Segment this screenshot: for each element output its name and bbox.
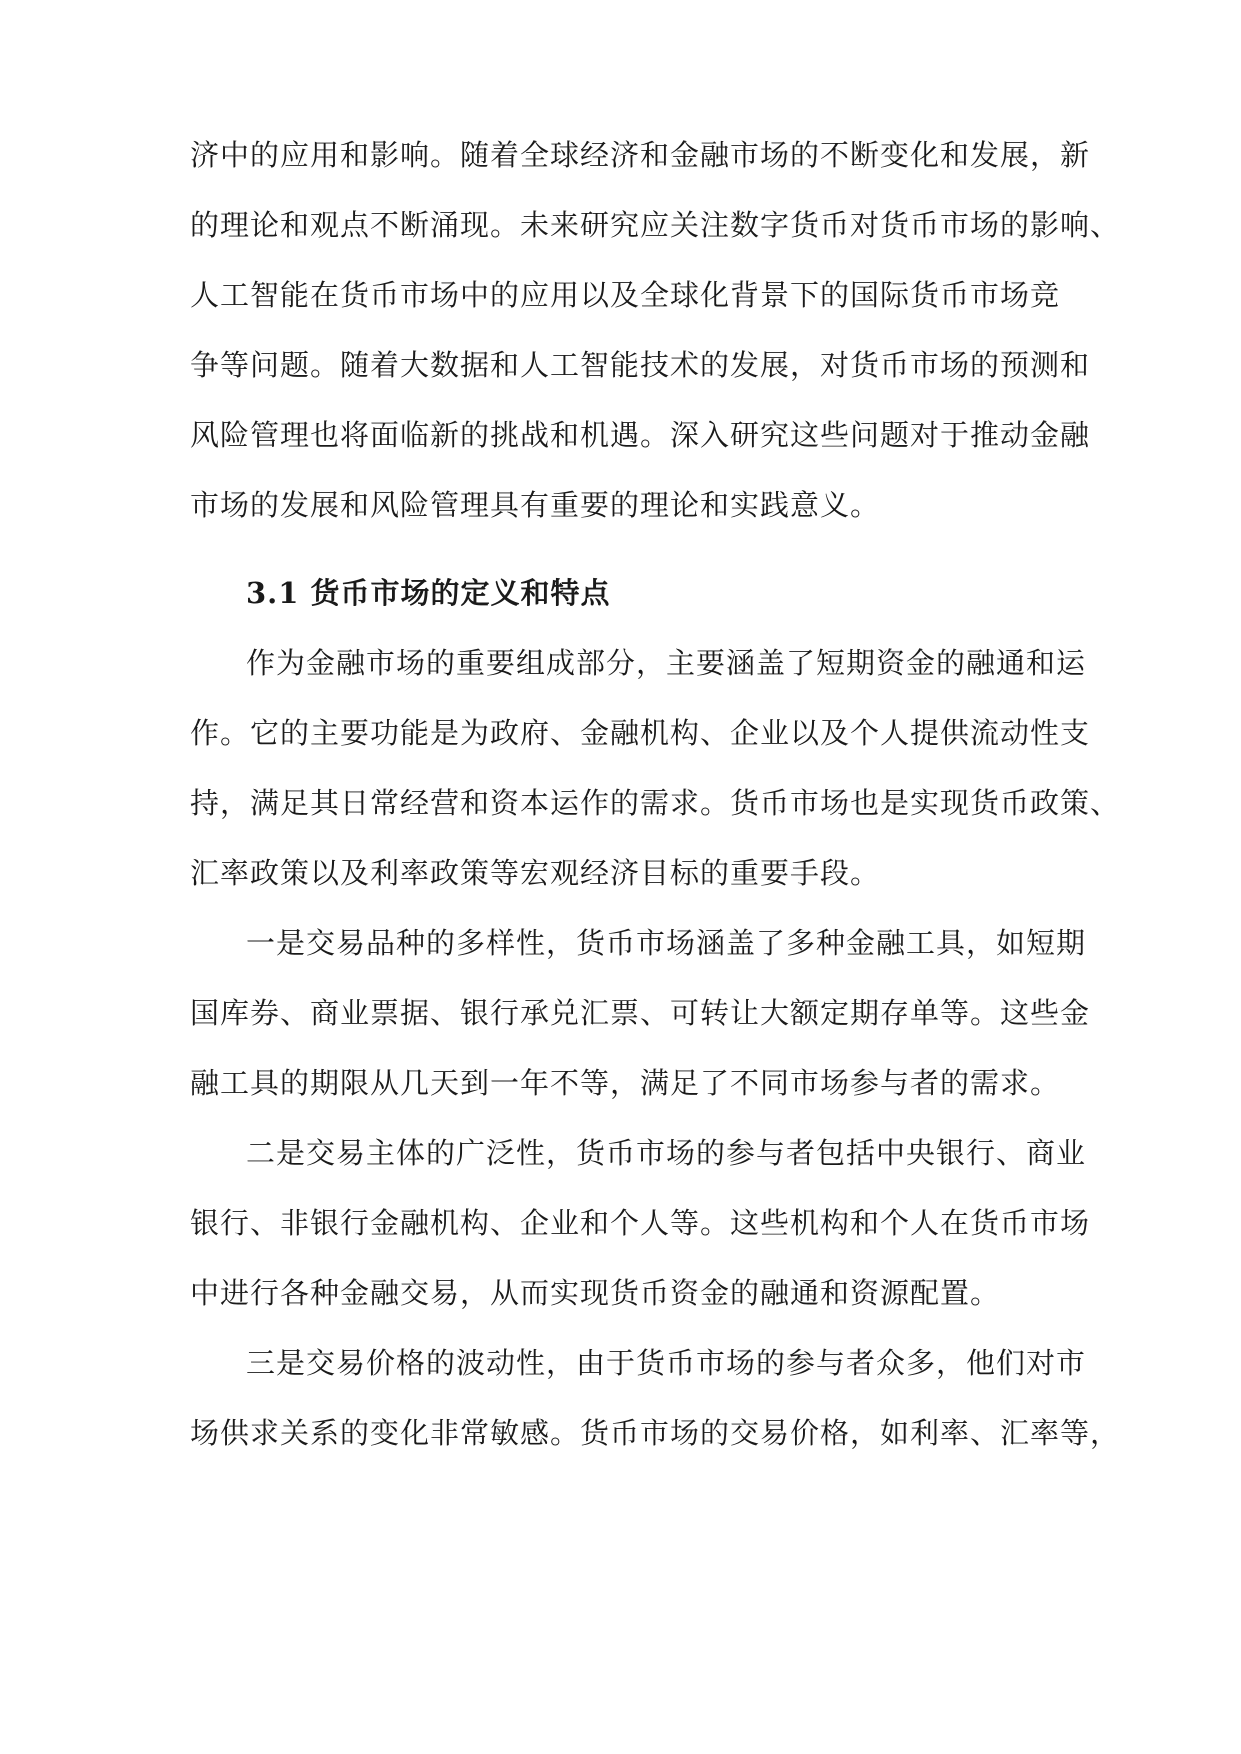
- text-line: 人工智能在货币市场中的应用以及全球化背景下的国际货币市场竞: [190, 278, 1061, 312]
- text-line: 济中的应用和影响。随着全球经济和金融市场的不断变化和发展，新: [190, 138, 1091, 172]
- text-line: 风险管理也将面临新的挑战和机遇。深入研究这些问题对于推动金融: [190, 418, 1091, 452]
- text-line: 汇率政策以及利率政策等宏观经济目标的重要手段。: [190, 856, 881, 890]
- text-line: 国库券、商业票据、银行承兑汇票、可转让大额定期存单等。这些金: [190, 996, 1091, 1030]
- text-line: 争等问题。随着大数据和人工智能技术的发展，对货币市场的预测和: [190, 348, 1091, 382]
- text-line: 中进行各种金融交易，从而实现货币资金的融通和资源配置。: [190, 1276, 1001, 1310]
- text-line: 的理论和观点不断涌现。未来研究应关注数字货币对货币市场的影响、: [190, 208, 1121, 242]
- text-line: 一是交易品种的多样性，货币市场涵盖了多种金融工具，如短期: [246, 926, 1087, 960]
- text-line: 持，满足其日常经营和资本运作的需求。货币市场也是实现货币政策、: [190, 786, 1121, 820]
- section-heading: 3.1 货币市场的定义和特点: [246, 576, 611, 610]
- text-line: 融工具的期限从几天到一年不等，满足了不同市场参与者的需求。: [190, 1066, 1061, 1100]
- text-line: 作。它的主要功能是为政府、金融机构、企业以及个人提供流动性支: [190, 716, 1091, 750]
- text-line: 作为金融市场的重要组成部分，主要涵盖了短期资金的融通和运: [246, 646, 1087, 680]
- text-line: 二是交易主体的广泛性，货币市场的参与者包括中央银行、商业: [246, 1136, 1087, 1170]
- text-line: 三是交易价格的波动性，由于货币市场的参与者众多，他们对市: [246, 1346, 1087, 1380]
- text-line: 银行、非银行金融机构、企业和个人等。这些机构和个人在货币市场: [190, 1206, 1091, 1240]
- text-line: 场供求关系的变化非常敏感。货币市场的交易价格，如利率、汇率等，: [190, 1416, 1121, 1450]
- text-line: 市场的发展和风险管理具有重要的理论和实践意义。: [190, 488, 881, 522]
